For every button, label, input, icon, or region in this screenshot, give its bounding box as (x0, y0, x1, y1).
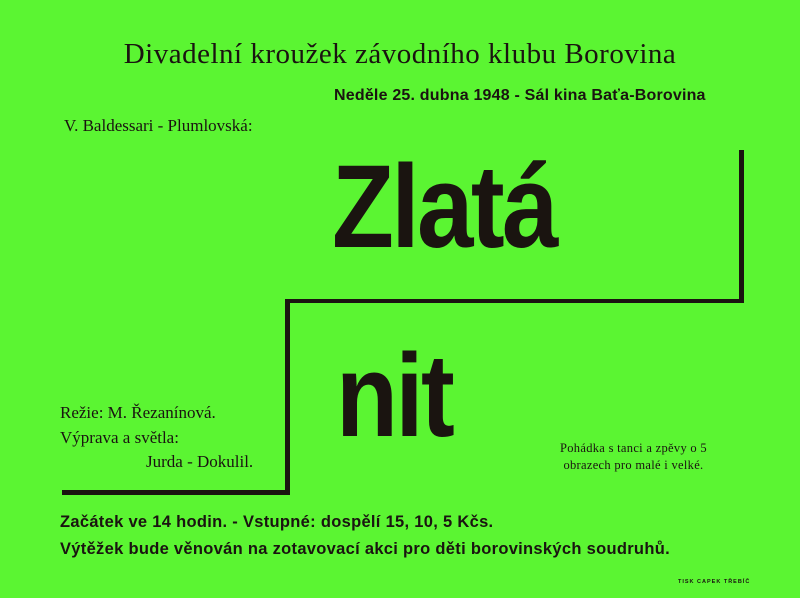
printer-imprint: TISK CAPEK TŘEBÍČ (678, 579, 751, 585)
play-description (560, 440, 707, 474)
frame-line-bottom-horizontal (62, 490, 290, 495)
club-heading: Divadelní kroužek závodního klubu Borovina (123, 38, 677, 70)
design-names: Jurda - Dokulil. (146, 452, 254, 471)
author-line: V. Baldessari - Plumlovská: (64, 116, 253, 135)
frame-line-middle-horizontal (285, 299, 744, 303)
director-credit: Režie: M. Řezanínová. (60, 403, 216, 422)
title-line-1: Zlatá (332, 141, 556, 273)
description-line-1: Pohádka s tanci a zpěvy o 5 (560, 441, 707, 455)
start-and-admission: Začátek ve 14 hodin. - Vstupné: dospělí 15, 10, 5 Kčs. (60, 513, 494, 531)
title-line-2: nit (336, 330, 453, 462)
description-line-2: obrazech pro malé i velké. (563, 457, 704, 472)
date-venue: Neděle 25. dubna 1948 - Sál kina Baťa-Borovina (334, 87, 706, 104)
proceeds-note: Výtěžek bude věnován na zotavovací akci pro děti borovinských soudruhů. (60, 540, 670, 558)
frame-line-top-right-vertical (739, 150, 744, 303)
frame-line-left-vertical (285, 299, 290, 495)
design-label: Výprava a světla: (60, 428, 179, 447)
